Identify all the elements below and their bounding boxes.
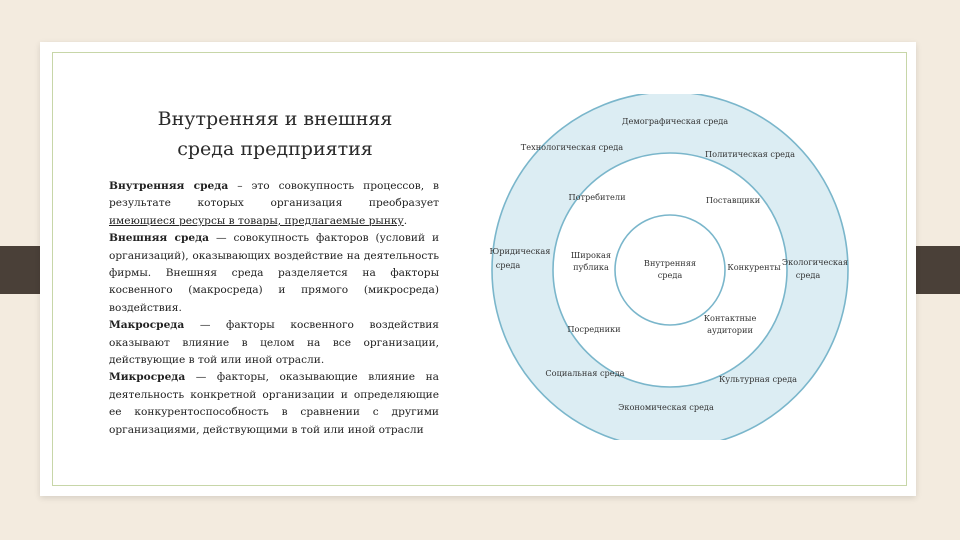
label-ecological-line-2: среда [795,270,821,280]
label-political: Политическая среда [705,149,795,159]
center-label-line-1: Внутренняя [643,258,697,268]
definition-external [109,230,439,317]
environment-diagram [478,94,860,440]
title-line-2: среда предприятия [177,138,373,160]
label-contact-line-2: аудитории [707,325,753,335]
label-legal-line-2: среда [495,260,521,270]
definition-macro-text: — факторы косвенного воздействия оказывают влияние в целом на все организации, действующие в той или иной отрасли. [109,319,439,367]
term-external: Внешняя среда [109,232,210,245]
definition-external-text: — совокупность факторов (условий и организаций), оказывающих воздействие на деятельность фирмы. Внешняя среда разделяется на факторы косвенного (макросреда) и прямого (микросреда) воздействия. [109,232,440,314]
environment-diagram-svg [478,94,860,440]
slide-title [110,104,440,164]
definitions-text [109,178,439,439]
label-public-line-1: Широкая [570,250,612,260]
label-demographic: Демографическая среда [621,116,729,126]
label-consumers: Потребители [568,192,626,202]
term-micro: Микросреда [109,371,186,384]
definition-micro-text: — факторы, оказывающие влияние на деятельность конкретной организации и определяющие ее конкурентоспособность в сравнении с другими организациями, действующими в той или иной отрасли [109,371,439,436]
label-social: Социальная среда [545,368,625,378]
label-ecological-line-1: Экологическая [781,257,849,267]
label-technological: Технологическая среда [520,142,624,152]
definition-internal-text: – это совокупность процессов, в результате которых организация преобразует [109,180,440,210]
title-line-1: Внутренняя и внешняя [157,108,393,130]
center-label-line-2: среда [657,270,683,280]
definition-internal [109,178,439,230]
label-suppliers: Поставщики [705,195,761,205]
definition-internal-underlined: имеющиеся ресурсы в товары, предлагаемые рынку [109,214,404,227]
label-public-line-2: публика [573,262,609,272]
label-competitors: Конкуренты [727,262,781,272]
label-cultural: Культурная среда [718,374,798,384]
label-legal-line-1: Юридическая [489,246,551,256]
definition-macro [109,317,439,369]
label-economic: Экономическая среда [618,402,714,412]
definition-micro [109,369,439,439]
term-macro: Макросреда [109,319,185,332]
term-internal: Внутренняя среда [109,180,229,192]
label-intermediaries: Посредники [567,324,621,334]
definition-internal-end: . [403,214,408,227]
label-contact-line-1: Контактные [703,313,757,323]
